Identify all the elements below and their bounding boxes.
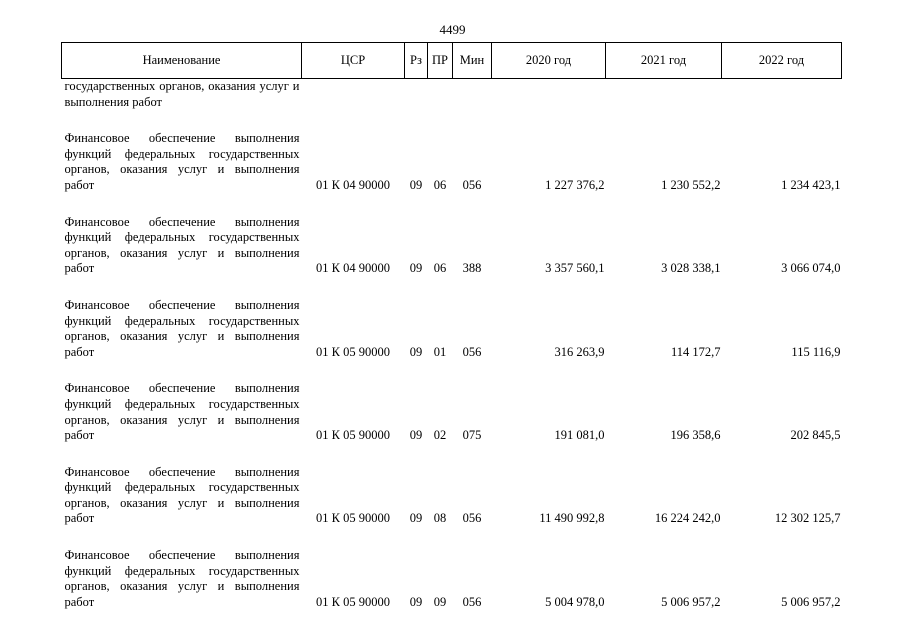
row-csr: 01 К 05 90000 [316,428,390,443]
row-name [62,444,302,527]
row-pr: 09 [433,594,447,609]
row-rz: 09 [409,177,423,192]
header-min: Мин [453,43,492,79]
row-2022: 202 845,5 [790,428,841,443]
row-csr: 01 К 04 90000 [316,177,390,192]
row-pr: 06 [433,177,447,192]
row-min: 388 [462,261,482,276]
header-2021: 2021 год [606,43,722,79]
row-2020: 11 490 992,8 [539,511,605,526]
table-row [62,277,842,360]
budget-table [61,42,842,610]
row-csr: 01 К 04 90000 [316,261,390,276]
continuation-row [62,79,842,111]
row-2020: 316 263,9 [554,344,605,359]
row-2021: 1 230 552,2 [661,177,721,192]
table-body [62,79,842,611]
row-min: 056 [462,177,482,192]
header-pr: ПР [428,43,453,79]
row-rz: 09 [409,594,423,609]
row-name-text: Финансовое обеспечение выполнения функций федеральных государственных органов, оказания услуг и выполнения работ [64,214,300,276]
row-pr: 02 [433,428,447,443]
row-name-text: Финансовое обеспечение выполнения функций федеральных государственных органов, оказания услуг и выполнения работ [64,548,300,609]
page-number: 4499 [439,22,466,37]
header-name: Наименование [62,43,302,79]
row-min: 056 [462,511,482,526]
row-name [62,527,302,610]
row-2020: 5 004 978,0 [545,594,605,609]
row-2022: 3 066 074,0 [781,261,841,276]
row-2021: 16 224 242,0 [654,511,721,526]
row-csr: 01 К 05 90000 [316,511,390,526]
row-name-text: Финансовое обеспечение выполнения функций федеральных государственных органов, оказания услуг и выполнения работ [64,464,300,526]
header-2022: 2022 год [722,43,842,79]
row-min: 056 [462,344,482,359]
row-pr: 01 [433,344,447,359]
header-2020: 2020 год [492,43,606,79]
row-name-text: Финансовое обеспечение выполнения функций федеральных государственных органов, оказания услуг и выполнения работ [64,131,300,192]
continuation-name-text: государственных органов, оказания услуг и выполнения работ [64,79,300,109]
row-min: 075 [462,428,482,443]
row-pr: 08 [433,511,447,526]
row-name [62,110,302,193]
continuation-name [62,79,302,111]
row-2021: 3 028 338,1 [661,261,721,276]
table-row [62,444,842,527]
row-2021: 196 358,6 [670,428,721,443]
row-rz: 09 [409,428,423,443]
row-name [62,277,302,360]
row-2020: 191 081,0 [554,428,605,443]
row-2022: 1 234 423,1 [781,177,841,192]
row-2022: 5 006 957,2 [781,594,841,609]
row-pr: 06 [433,261,447,276]
row-2020: 3 357 560,1 [545,261,605,276]
row-2022: 12 302 125,7 [774,511,841,526]
row-2021: 5 006 957,2 [661,594,721,609]
table-row [62,527,842,610]
row-name-text: Финансовое обеспечение выполнения функций федеральных государственных органов, оказания услуг и выполнения работ [64,297,300,359]
row-name [62,360,302,443]
table-row [62,194,842,277]
row-name [62,194,302,277]
header-row [62,43,842,79]
row-csr: 01 К 05 90000 [316,594,390,609]
row-min: 056 [462,594,482,609]
row-2020: 1 227 376,2 [545,177,605,192]
header-rz: Рз [405,43,428,79]
row-2022: 115 116,9 [791,344,841,359]
row-rz: 09 [409,344,423,359]
row-name-text: Финансовое обеспечение выполнения функций федеральных государственных органов, оказания услуг и выполнения работ [64,381,300,443]
table-row [62,360,842,443]
row-csr: 01 К 05 90000 [316,344,390,359]
row-rz: 09 [409,261,423,276]
row-2021: 114 172,7 [670,344,721,359]
row-rz: 09 [409,511,423,526]
table-row [62,110,842,193]
table-header [62,43,842,79]
header-csr: ЦСР [302,43,405,79]
